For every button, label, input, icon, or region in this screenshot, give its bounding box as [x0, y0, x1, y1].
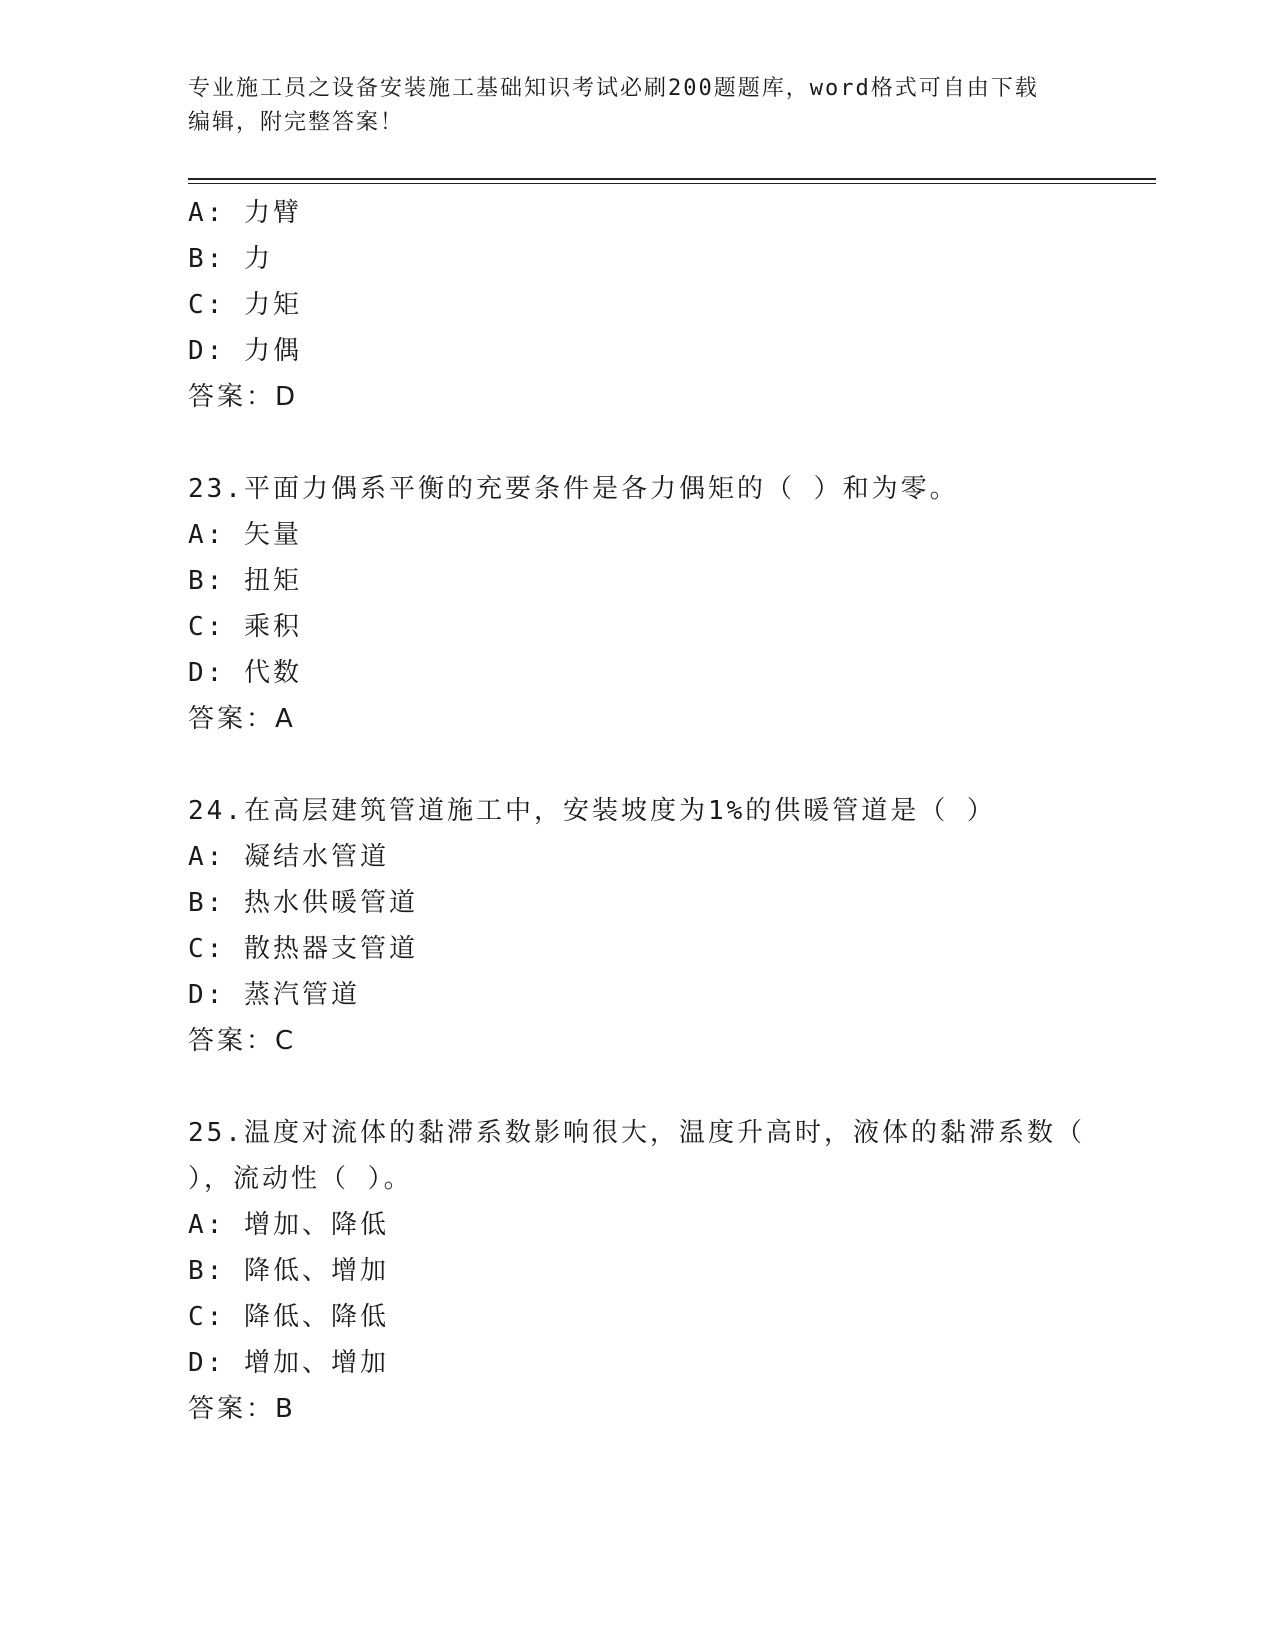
option-a: A: 力臂 [188, 198, 302, 228]
question-text-line-1: 25.温度对流体的黏滞系数影响很大，温度升高时，液体的黏滞系数（ [188, 1118, 1085, 1148]
option-b: B: 力 [188, 244, 273, 274]
question-text-line-2: ），流动性（ ）。 [188, 1164, 413, 1194]
question-22 [188, 190, 1128, 420]
answer-line: 答案：B [188, 1394, 296, 1424]
option-c: C: 力矩 [188, 290, 302, 320]
option-c: C: 乘积 [188, 612, 302, 642]
option-a: A: 增加、降低 [188, 1210, 389, 1240]
header-line-2: 编辑，附完整答案！ [188, 110, 405, 135]
option-d: D: 代数 [188, 658, 302, 688]
answer-line: 答案：C [188, 1026, 297, 1056]
option-a: A: 凝结水管道 [188, 842, 389, 872]
answer-line: 答案：D [188, 382, 299, 412]
option-b: B: 扭矩 [188, 566, 302, 596]
option-a: A: 矢量 [188, 520, 302, 550]
option-d: D: 力偶 [188, 336, 302, 366]
question-list [188, 190, 1128, 1432]
header-rule-thin [188, 183, 1156, 184]
question-text: 23.平面力偶系平衡的充要条件是各力偶矩的（ ）和为零。 [188, 474, 959, 504]
option-c: C: 降低、降低 [188, 1302, 389, 1332]
option-b: B: 热水供暖管道 [188, 888, 418, 918]
document-header [188, 72, 1088, 140]
option-b: B: 降低、增加 [188, 1256, 389, 1286]
spacer [188, 742, 1128, 788]
option-d: D: 增加、增加 [188, 1348, 389, 1378]
question-24 [188, 788, 1128, 1064]
header-rule-thick [188, 178, 1156, 180]
spacer [188, 420, 1128, 466]
header-line-1: 专业施工员之设备安装施工基础知识考试必刷200题题库，word格式可自由下载 [188, 76, 1039, 101]
spacer [188, 1064, 1128, 1110]
option-d: D: 蒸汽管道 [188, 980, 360, 1010]
question-23 [188, 466, 1128, 742]
question-text: 24.在高层建筑管道施工中，安装坡度为1%的供暖管道是（ ） [188, 796, 996, 826]
question-25 [188, 1110, 1128, 1432]
answer-line: 答案：A [188, 704, 296, 734]
option-c: C: 散热器支管道 [188, 934, 418, 964]
